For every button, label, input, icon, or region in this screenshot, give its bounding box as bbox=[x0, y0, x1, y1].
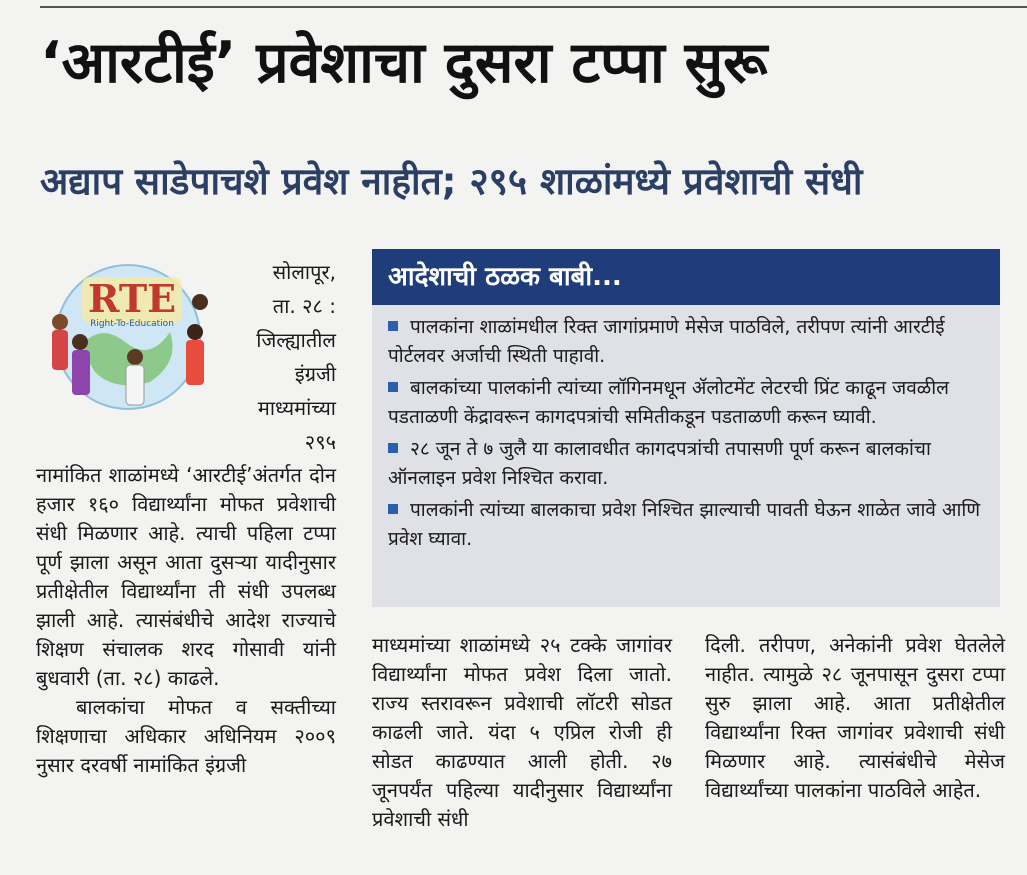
article-column-2 bbox=[372, 631, 672, 834]
highlight-text: पालकांना शाळांमधील रिक्त जागांप्रमाणे मेसेज पाठविले, तरीपण त्यांनी आरटीई पोर्टलवर अर्जाची स्थिती पाहावी. bbox=[388, 316, 945, 367]
square-bullet-icon bbox=[388, 382, 398, 392]
rte-logo bbox=[40, 252, 215, 422]
top-rule bbox=[40, 6, 1027, 8]
article-paragraph: बालकांचा मोफत व सक्तीच्या शिक्षणाचा अधिकार अधिनियम २००९ नुसार दरवर्षी नामांकित इंग्रजी bbox=[36, 695, 336, 777]
article-column-3 bbox=[705, 631, 1005, 805]
square-bullet-icon bbox=[388, 443, 398, 453]
square-bullet-icon bbox=[388, 321, 398, 331]
article-column-1 bbox=[36, 461, 336, 780]
highlight-item bbox=[388, 435, 982, 492]
highlight-item bbox=[388, 313, 982, 370]
dateline-line: जिल्ह्यातील bbox=[256, 328, 336, 352]
logo-tagline: Right-To-Education bbox=[90, 319, 174, 329]
highlights-box bbox=[372, 249, 1000, 607]
subheadline: अद्याप साडेपाचशे प्रवेश नाहीत; २९५ शाळांमध्ये प्रवेशाची संधी bbox=[40, 160, 863, 203]
highlight-text: बालकांच्या पालकांनी त्यांच्या लॉगिनमधून ॲलोटमेंट लेटरची प्रिंट काढून जवळील पडताळणी केंद्रावरून कागदपत्रांची समितीकडून पडताळणी करून घ्यावी. bbox=[388, 377, 950, 428]
dateline-line: २९५ bbox=[304, 430, 336, 454]
highlight-text: २८ जून ते ७ जुलै या कालावधीत कागदपत्रांची तपासणी पूर्ण करून बालकांचा ऑनलाइन प्रवेश निश्चित करावा. bbox=[388, 438, 931, 489]
dateline bbox=[236, 255, 336, 459]
logo-text: RTE bbox=[87, 276, 177, 321]
dateline-line: सोलापूर, bbox=[272, 260, 336, 284]
article-paragraph: नामांकित शाळांमध्ये ‘आरटीई’अंतर्गत दोन हजार १६० विद्यार्थ्यांना मोफत प्रवेशाची संधी मिळणार आहे. त्याची पहिला टप्पा पूर्ण झाला असून आता दुसऱ्या यादीनुसार प्रतीक्षेतील विद्यार्थ्यांना ती संधी उपलब्ध झाली आहे. त्यासंबंधीचे आदेश राज्याचे शिक्षण संचालक शरद गोसावी यांनी बुधवारी (ता. २८) काढले. bbox=[36, 463, 336, 690]
headline: ‘आरटीई’ प्रवेशाचा दुसरा टप्पा सुरू bbox=[40, 30, 768, 96]
article-paragraph: माध्यमांच्या शाळांमध्ये २५ टक्के जागांवर विद्यार्थ्यांना मोफत प्रवेश दिला जातो. राज्य स्तरावरून प्रवेशाची लॉटरी सोडत काढली जाते. यंदा ५ एप्रिल रोजी ही सोडत काढण्यात आली होती. २७ जूनपर्यंत पहिल्या यादीनुसार विद्यार्थ्यांना प्रवेशाची संधी bbox=[372, 633, 672, 831]
dateline-line: ता. २८ : bbox=[272, 294, 336, 318]
square-bullet-icon bbox=[388, 504, 398, 514]
highlight-item bbox=[388, 496, 982, 553]
highlight-item bbox=[388, 374, 982, 431]
article-paragraph: दिली. तरीपण, अनेकांनी प्रवेश घेतलेले नाहीत. त्यामुळे २८ जूनपासून दुसरा टप्पा सुरु झाला आहे. आता प्रतीक्षेतील विद्यार्थ्यांना रिक्त जागांवर प्रवेशाची संधी मिळणार आहे. त्यासंबंधीचे मेसेज विद्यार्थ्यांच्या पालकांना पाठविले आहेत. bbox=[705, 633, 1005, 802]
highlights-title: आदेशाची ठळक बाबी... bbox=[372, 249, 1000, 305]
highlight-text: पालकांनी त्यांच्या बालकाचा प्रवेश निश्चित झाल्याची पावती घेऊन शाळेत जावे आणि प्रवेश घ्यावा. bbox=[388, 499, 981, 550]
dateline-line: माध्यमांच्या bbox=[257, 396, 336, 420]
dateline-line: इंग्रजी bbox=[294, 362, 336, 386]
